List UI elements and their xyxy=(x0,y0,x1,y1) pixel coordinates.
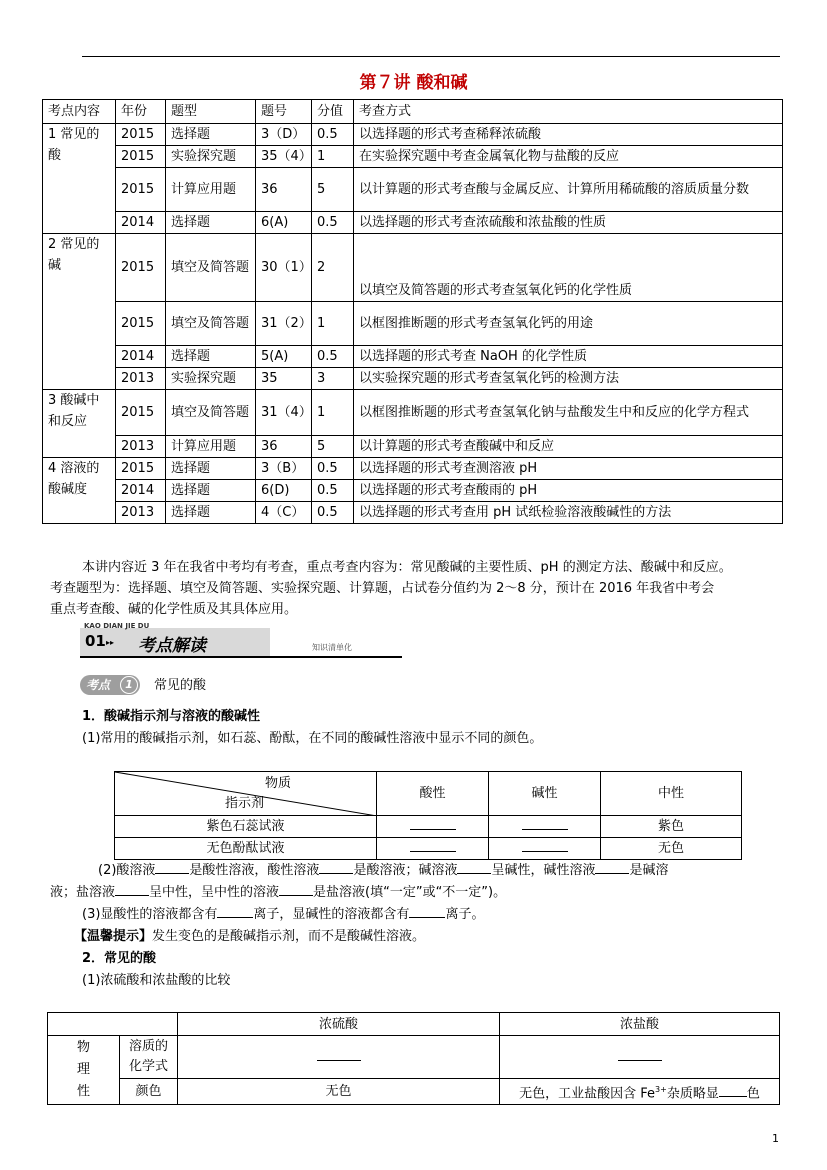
formula-hydrochloric xyxy=(500,1036,780,1079)
type-cell: 计算应用题 xyxy=(166,168,256,212)
score-cell: 2 xyxy=(312,234,354,302)
table-row xyxy=(43,234,783,302)
text-run: 是酸溶液；碱溶液 xyxy=(353,863,458,878)
blank-cell xyxy=(377,838,489,860)
score-cell: 5 xyxy=(312,168,354,212)
method-cell: 以框图推断题的形式考查氢氧化钙的用途 xyxy=(354,302,783,346)
answer-blank xyxy=(719,1085,747,1097)
col-acid: 酸性 xyxy=(377,772,489,816)
text-run: (2)酸溶液 xyxy=(98,863,156,878)
year-cell: 2015 xyxy=(116,302,166,346)
num-cell: 36 xyxy=(256,436,312,458)
text-run: 是盐溶液(填“一定”或“不一定”)。 xyxy=(313,885,507,900)
text-run: (3)显酸性的溶液都含有 xyxy=(82,907,218,922)
num-cell: 35（4） xyxy=(256,146,312,168)
num-cell: 6(D) xyxy=(256,480,312,502)
year-cell: 2014 xyxy=(116,346,166,368)
text-run: 液；盐溶液 xyxy=(50,885,116,900)
topic-cell: 3 酸碱中和反应 xyxy=(43,390,116,458)
answer-blank xyxy=(319,862,353,874)
answer-blank xyxy=(410,840,456,852)
answer-blank xyxy=(522,818,568,830)
year-cell: 2013 xyxy=(116,368,166,390)
answer-blank xyxy=(595,862,629,874)
page-title: 第７讲 酸和碱 xyxy=(359,73,468,93)
num-cell: 35 xyxy=(256,368,312,390)
physical-group-label xyxy=(48,1036,120,1105)
num-cell: 4（C） xyxy=(256,502,312,524)
group-label-char: 物 xyxy=(76,1040,90,1056)
method-cell: 以选择题的形式考查浓硫酸和浓盐酸的性质 xyxy=(354,212,783,234)
color-hydrochloric xyxy=(500,1079,780,1105)
year-cell: 2015 xyxy=(116,458,166,480)
answer-blank xyxy=(217,906,253,918)
group-label-char: 性 xyxy=(76,1084,90,1100)
type-cell: 填空及简答题 xyxy=(166,302,256,346)
score-cell: 3 xyxy=(312,368,354,390)
num-cell: 36 xyxy=(256,168,312,212)
text-run: 离子，显碱性的溶液都含有 xyxy=(253,907,410,922)
header-cell: 题号 xyxy=(256,100,312,124)
text-run: 呈中性，呈中性的溶液 xyxy=(149,885,280,900)
method-cell: 以选择题的形式考查用 pH 试纸检验溶液酸碱性的方法 xyxy=(354,502,783,524)
row-litmus: 紫色石蕊试液 xyxy=(115,816,377,838)
type-cell: 选择题 xyxy=(166,346,256,368)
type-cell: 填空及简答题 xyxy=(166,390,256,436)
table-row xyxy=(43,146,783,168)
score-cell: 0.5 xyxy=(312,502,354,524)
banner-subtitle: 知识清单化 xyxy=(312,643,352,652)
type-cell: 选择题 xyxy=(166,480,256,502)
type-cell: 选择题 xyxy=(166,502,256,524)
exam-analysis-table xyxy=(42,99,783,524)
type-cell: 计算应用题 xyxy=(166,436,256,458)
answer-blank xyxy=(410,818,456,830)
section-banner xyxy=(80,622,402,658)
col-hydrochloric: 浓盐酸 xyxy=(500,1013,780,1036)
num-cell: 5(A) xyxy=(256,346,312,368)
method-cell: 以选择题的形式考查 NaOH 的化学性质 xyxy=(354,346,783,368)
banner-rule xyxy=(80,656,402,658)
table-row xyxy=(43,124,783,146)
year-cell: 2015 xyxy=(116,124,166,146)
method-cell: 以选择题的形式考查稀释浓硫酸 xyxy=(354,124,783,146)
method-cell: 以选择题的形式考查酸雨的 pH xyxy=(354,480,783,502)
text-run: 是酸性溶液，酸性溶液 xyxy=(189,863,320,878)
section-1-heading: 1．酸碱指示剂与溶液的酸碱性 xyxy=(82,709,261,724)
score-cell: 5 xyxy=(312,436,354,458)
type-cell: 选择题 xyxy=(166,124,256,146)
num-cell: 3（D） xyxy=(256,124,312,146)
row-color-label: 颜色 xyxy=(120,1079,178,1105)
group-label-text xyxy=(53,1037,114,1103)
method-cell: 以实验探究题的形式考查氢氧化钙的检测方法 xyxy=(354,368,783,390)
method-cell: 以计算题的形式考查酸与金属反应、计算所用稀硫酸的溶质质量分数 xyxy=(354,168,783,212)
year-cell: 2014 xyxy=(116,212,166,234)
phenolphthalein-neutral: 无色 xyxy=(601,838,742,860)
double-arrow-icon: ▸▸ xyxy=(106,638,115,647)
year-cell: 2015 xyxy=(116,146,166,168)
answer-blank xyxy=(279,884,313,896)
col-neutral: 中性 xyxy=(601,772,742,816)
answer-blank xyxy=(618,1049,662,1061)
summary-line-2: 考查题型为：选择题、填空及简答题、实验探究题、计算题，占试卷分值约为 2～8 分，预计在 2016 年我省中考会 xyxy=(50,581,715,596)
type-cell: 实验探究题 xyxy=(166,368,256,390)
col-sulfuric: 浓硫酸 xyxy=(178,1013,500,1036)
section-1-para-2-cont xyxy=(50,882,506,903)
method-cell: 以计算题的形式考查酸碱中和反应 xyxy=(354,436,783,458)
num-cell: 30（1） xyxy=(256,234,312,302)
year-cell: 2015 xyxy=(116,168,166,212)
section-1-para-2 xyxy=(98,860,668,881)
table-row xyxy=(43,458,783,480)
type-cell: 实验探究题 xyxy=(166,146,256,168)
corner-top-label: 物质 xyxy=(265,776,292,791)
indicator-table xyxy=(114,771,742,860)
answer-blank xyxy=(457,862,491,874)
color-sulfuric: 无色 xyxy=(178,1079,500,1105)
answer-blank xyxy=(522,840,568,852)
text-run: 杂质略显 xyxy=(666,1086,719,1102)
table-header-row xyxy=(43,100,783,124)
header-cell: 题型 xyxy=(166,100,256,124)
kaodian-label: 考点 xyxy=(86,678,111,692)
kaodian-badge xyxy=(80,675,140,695)
score-cell: 0.5 xyxy=(312,458,354,480)
answer-blank xyxy=(155,862,189,874)
section-1-para-3 xyxy=(82,904,484,925)
topic-cell: 1 常见的酸 xyxy=(43,124,116,234)
table-row xyxy=(43,390,783,436)
text-run: 呈碱性，碱性溶液 xyxy=(491,863,596,878)
banner-title: 考点解读 xyxy=(138,636,206,656)
empty-corner xyxy=(48,1013,178,1036)
type-cell: 选择题 xyxy=(166,458,256,480)
table-row xyxy=(43,168,783,212)
tip-label: 【温馨提示】 xyxy=(74,929,153,944)
num-cell: 31（4） xyxy=(256,390,312,436)
page-number: 1 xyxy=(772,1132,779,1145)
summary-line-1: 本讲内容近 3 年在我省中考均有考查，重点考查内容为：常见酸碱的主要性质、pH 的测定方法、酸碱中和反应。 xyxy=(82,560,732,575)
score-cell: 0.5 xyxy=(312,346,354,368)
acid-comparison-table xyxy=(47,1012,780,1105)
section-2-heading: 2．常见的酸 xyxy=(82,951,157,966)
corner-bottom-label: 指示剂 xyxy=(225,796,265,811)
score-cell: 1 xyxy=(312,302,354,346)
banner-pinyin: KAO DIAN JIE DU xyxy=(84,622,150,630)
header-cell: 年份 xyxy=(116,100,166,124)
formula-sulfuric xyxy=(178,1036,500,1079)
text-run: 是碱溶 xyxy=(629,863,669,878)
score-cell: 0.5 xyxy=(312,124,354,146)
superscript: 3+ xyxy=(655,1085,667,1094)
litmus-neutral: 紫色 xyxy=(601,816,742,838)
blank-cell xyxy=(489,816,601,838)
text-run: 色 xyxy=(746,1086,760,1102)
table-row xyxy=(43,436,783,458)
table-row xyxy=(43,502,783,524)
kaodian-title: 常见的酸 xyxy=(154,678,207,693)
topic-cell: 4 溶液的酸碱度 xyxy=(43,458,116,524)
score-cell: 1 xyxy=(312,146,354,168)
table-row xyxy=(43,302,783,346)
kaodian-number: 1 xyxy=(120,676,138,694)
num-cell: 31（2） xyxy=(256,302,312,346)
score-cell: 0.5 xyxy=(312,212,354,234)
header-rule xyxy=(82,56,780,57)
row-phenolphthalein: 无色酚酞试液 xyxy=(115,838,377,860)
table-row xyxy=(43,346,783,368)
corner-cell xyxy=(115,772,377,816)
table-row xyxy=(43,212,783,234)
type-cell: 选择题 xyxy=(166,212,256,234)
section-2-para-1: (1)浓硫酸和浓盐酸的比较 xyxy=(82,973,231,988)
table-row xyxy=(43,480,783,502)
blank-cell xyxy=(489,838,601,860)
row-formula-label: 溶质的化学式 xyxy=(120,1036,178,1079)
group-label-char: 理 xyxy=(76,1062,90,1078)
year-cell: 2014 xyxy=(116,480,166,502)
warm-tip xyxy=(74,926,425,947)
method-cell: 以选择题的形式考查测溶液 pH xyxy=(354,458,783,480)
year-cell: 2013 xyxy=(116,502,166,524)
answer-blank xyxy=(317,1049,361,1061)
col-base: 碱性 xyxy=(489,772,601,816)
topic-cell: 2 常见的碱 xyxy=(43,234,116,390)
method-cell: 以框图推断题的形式考查氢氧化钠与盐酸发生中和反应的化学方程式 xyxy=(354,390,783,436)
year-cell: 2015 xyxy=(116,390,166,436)
num-cell: 6(A) xyxy=(256,212,312,234)
score-cell: 0.5 xyxy=(312,480,354,502)
answer-blank xyxy=(115,884,149,896)
header-cell: 考查方式 xyxy=(354,100,783,124)
year-cell: 2013 xyxy=(116,436,166,458)
header-cell: 考点内容 xyxy=(43,100,116,124)
num-cell: 3（B） xyxy=(256,458,312,480)
method-cell: 以填空及简答题的形式考查氢氧化钙的化学性质 xyxy=(354,234,783,302)
score-cell: 1 xyxy=(312,390,354,436)
summary-line-3: 重点考查酸、碱的化学性质及其具体应用。 xyxy=(50,602,298,617)
text-run: 离子。 xyxy=(445,907,485,922)
banner-number: 01 xyxy=(85,632,106,650)
answer-blank xyxy=(409,906,445,918)
text-run: 无色，工业盐酸因含 Fe xyxy=(519,1086,656,1102)
method-cell: 在实验探究题中考查金属氧化物与盐酸的反应 xyxy=(354,146,783,168)
header-cell: 分值 xyxy=(312,100,354,124)
tip-text: 发生变色的是酸碱指示剂，而不是酸碱性溶液。 xyxy=(152,929,426,944)
year-cell: 2015 xyxy=(116,234,166,302)
type-cell: 填空及简答题 xyxy=(166,234,256,302)
table-row xyxy=(43,368,783,390)
section-1-para-1: (1)常用的酸碱指示剂，如石蕊、酚酞，在不同的酸碱性溶液中显示不同的颜色。 xyxy=(82,731,543,746)
blank-cell xyxy=(377,816,489,838)
